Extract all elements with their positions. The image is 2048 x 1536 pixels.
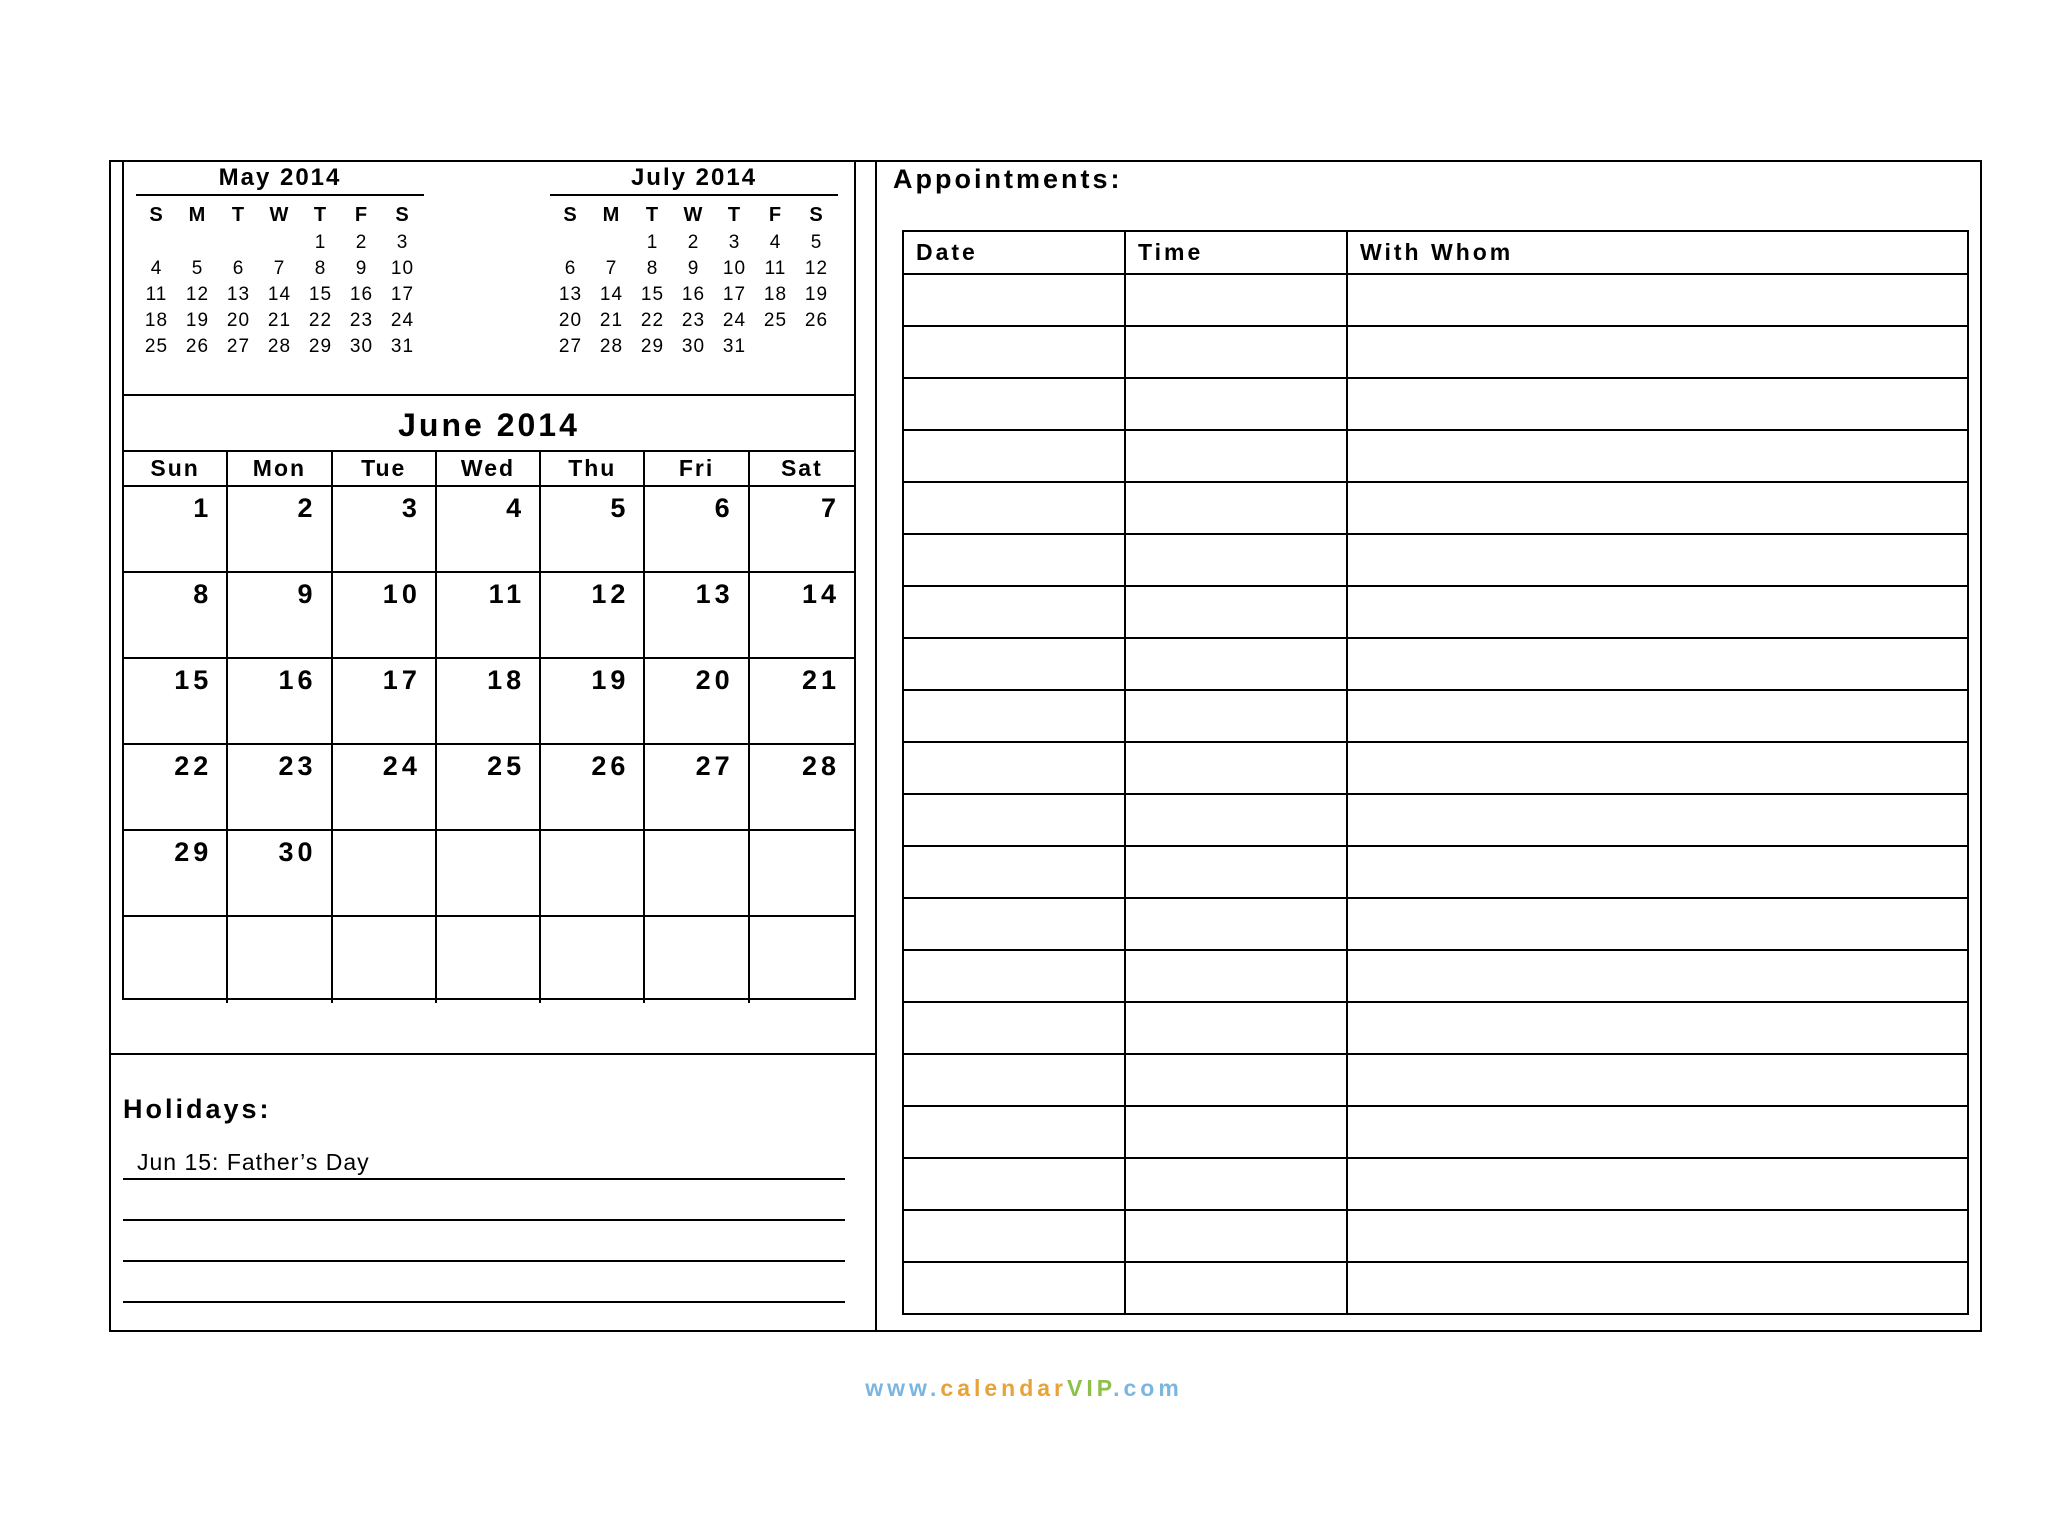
mini-day: [550, 230, 591, 256]
weekday-letter: F: [768, 204, 783, 226]
appointment-row: [903, 742, 1968, 794]
date-cell[interactable]: [903, 638, 1125, 690]
holiday-line: [123, 1219, 845, 1221]
day-cell[interactable]: [541, 917, 645, 1003]
mini-day: [755, 334, 796, 360]
date-cell[interactable]: [903, 794, 1125, 846]
holiday-line: [123, 1301, 845, 1303]
mini-day: 27: [558, 336, 583, 357]
mini-day: 19: [185, 310, 210, 331]
appointment-row: [903, 638, 1968, 690]
mini-day: 27: [226, 336, 251, 357]
weekday-letter: T: [231, 204, 246, 226]
day-cell[interactable]: 8: [124, 573, 228, 659]
appointment-row: [903, 794, 1968, 846]
mini-day: 19: [804, 284, 829, 305]
appointment-row: [903, 378, 1968, 430]
holiday-line: [123, 1260, 845, 1262]
mini-day: 6: [564, 258, 577, 279]
main-month-title: June 2014: [124, 396, 854, 452]
mini-day: 10: [390, 258, 415, 279]
day-cell[interactable]: 21: [750, 659, 854, 745]
weekday-letter: W: [683, 204, 704, 226]
date-cell[interactable]: [903, 586, 1125, 638]
time-cell[interactable]: [1125, 482, 1347, 534]
day-cell[interactable]: 25: [437, 745, 541, 831]
mini-day: 14: [599, 284, 624, 305]
day-cell[interactable]: [333, 917, 437, 1003]
day-cell[interactable]: [124, 917, 228, 1003]
day-cell[interactable]: [750, 831, 854, 917]
with-whom-cell[interactable]: [1347, 378, 1968, 430]
day-cell[interactable]: 16: [228, 659, 332, 745]
day-cell[interactable]: 3: [333, 487, 437, 573]
day-cell[interactable]: 4: [437, 487, 541, 573]
weekday-letter: T: [313, 204, 328, 226]
mini-calendar-may: [136, 162, 424, 360]
mini-day: [136, 230, 177, 256]
date-cell[interactable]: [903, 430, 1125, 482]
time-cell[interactable]: [1125, 742, 1347, 794]
with-whom-cell[interactable]: [1347, 1210, 1968, 1262]
day-grid: [124, 487, 854, 1003]
time-cell[interactable]: [1125, 430, 1347, 482]
with-whom-cell[interactable]: [1347, 586, 1968, 638]
weekday-letter: M: [602, 204, 621, 226]
mini-day: 21: [599, 310, 624, 331]
day-cell[interactable]: 9: [228, 573, 332, 659]
mini-day: 22: [640, 310, 665, 331]
day-cell[interactable]: [541, 831, 645, 917]
with-whom-cell[interactable]: [1347, 742, 1968, 794]
day-cell[interactable]: 19: [541, 659, 645, 745]
mini-day: [591, 230, 632, 256]
with-whom-cell[interactable]: [1347, 898, 1968, 950]
weekday-letter: T: [727, 204, 742, 226]
date-cell[interactable]: [903, 326, 1125, 378]
holiday-entry: Jun 15: Father’s Day: [137, 1149, 370, 1175]
mini-day: 30: [681, 336, 706, 357]
day-cell[interactable]: [645, 831, 749, 917]
date-cell[interactable]: [903, 846, 1125, 898]
date-cell[interactable]: [903, 690, 1125, 742]
mini-day: 7: [605, 258, 618, 279]
time-cell[interactable]: [1125, 794, 1347, 846]
footer-url-name: calendar: [940, 1375, 1068, 1401]
day-cell[interactable]: 23: [228, 745, 332, 831]
appointment-row: [903, 482, 1968, 534]
mini-day: 14: [267, 284, 292, 305]
mini-calendar-title: May 2014: [136, 162, 424, 196]
time-cell[interactable]: [1125, 534, 1347, 586]
weekday-label: Sun: [124, 452, 228, 485]
mini-day: [218, 230, 259, 256]
day-cell[interactable]: 13: [645, 573, 749, 659]
mini-day: 16: [681, 284, 706, 305]
time-cell[interactable]: [1125, 1106, 1347, 1158]
day-cell[interactable]: 20: [645, 659, 749, 745]
mini-day: 13: [558, 284, 583, 305]
appointments-title: Appointments:: [893, 164, 1123, 194]
weekday-header-row: [124, 452, 854, 487]
weekday-label: Thu: [541, 452, 645, 485]
appointment-row: [903, 1158, 1968, 1210]
date-cell[interactable]: [903, 1002, 1125, 1054]
mini-day: 5: [810, 232, 823, 253]
appointment-row: [903, 846, 1968, 898]
mini-day: 18: [144, 310, 169, 331]
time-cell[interactable]: [1125, 1158, 1347, 1210]
day-cell[interactable]: [228, 917, 332, 1003]
appointment-row: [903, 1210, 1968, 1262]
mini-calendar-grid: [550, 200, 838, 360]
weekday-letter: S: [809, 204, 824, 226]
with-whom-cell[interactable]: [1347, 482, 1968, 534]
weekday-letter: W: [269, 204, 290, 226]
time-cell[interactable]: [1125, 586, 1347, 638]
date-cell[interactable]: [903, 1210, 1125, 1262]
holidays-title: Holidays:: [123, 1094, 272, 1124]
mini-day: 26: [804, 310, 829, 331]
day-cell[interactable]: [645, 917, 749, 1003]
time-cell[interactable]: [1125, 326, 1347, 378]
date-cell[interactable]: [903, 378, 1125, 430]
date-cell[interactable]: [903, 950, 1125, 1002]
mini-day: 29: [640, 336, 665, 357]
weekday-label: Fri: [645, 452, 749, 485]
appointment-row: [903, 1002, 1968, 1054]
weekday-letter: T: [645, 204, 660, 226]
day-cell[interactable]: 29: [124, 831, 228, 917]
time-cell[interactable]: [1125, 1262, 1347, 1314]
mini-day: 30: [349, 336, 374, 357]
column-header-with-whom: With Whom: [1347, 231, 1968, 274]
with-whom-cell[interactable]: [1347, 794, 1968, 846]
appointment-row: [903, 898, 1968, 950]
mini-day: [259, 230, 300, 256]
with-whom-cell[interactable]: [1347, 1054, 1968, 1106]
with-whom-cell[interactable]: [1347, 1158, 1968, 1210]
appointment-row: [903, 430, 1968, 482]
weekday-letter: S: [563, 204, 578, 226]
mini-day: 22: [308, 310, 333, 331]
time-cell[interactable]: [1125, 1002, 1347, 1054]
day-cell[interactable]: 28: [750, 745, 854, 831]
mini-day: 17: [722, 284, 747, 305]
date-cell[interactable]: [903, 482, 1125, 534]
weekday-label: Wed: [437, 452, 541, 485]
mini-day: 12: [804, 258, 829, 279]
time-cell[interactable]: [1125, 1054, 1347, 1106]
mini-day: 28: [599, 336, 624, 357]
mini-day: 11: [145, 284, 168, 305]
mini-day: 2: [687, 232, 700, 253]
holidays-divider: [109, 1053, 876, 1055]
day-cell[interactable]: 11: [437, 573, 541, 659]
appointment-row: [903, 274, 1968, 326]
mini-day: 11: [764, 258, 787, 279]
day-cell[interactable]: 14: [750, 573, 854, 659]
appointment-row: [903, 326, 1968, 378]
main-month-calendar: [122, 394, 856, 1000]
date-cell[interactable]: [903, 742, 1125, 794]
mini-day: 23: [349, 310, 374, 331]
day-cell[interactable]: 7: [750, 487, 854, 573]
mini-day: 10: [722, 258, 747, 279]
time-cell[interactable]: [1125, 378, 1347, 430]
with-whom-cell[interactable]: [1347, 638, 1968, 690]
weekday-label: Sat: [780, 455, 823, 481]
mini-day: 9: [355, 258, 368, 279]
date-cell[interactable]: [903, 898, 1125, 950]
day-cell[interactable]: 27: [645, 745, 749, 831]
mini-day: 24: [390, 310, 415, 331]
appointments-table: [902, 230, 1969, 1315]
date-cell[interactable]: [903, 274, 1125, 326]
time-cell[interactable]: [1125, 1210, 1347, 1262]
mini-day: 31: [390, 336, 415, 357]
vertical-divider: [875, 160, 877, 1332]
time-cell[interactable]: [1125, 950, 1347, 1002]
weekday-label: Mon: [228, 452, 332, 485]
mini-day: 31: [722, 336, 747, 357]
column-header-time: Time: [1125, 231, 1347, 274]
holiday-line: [123, 1178, 845, 1180]
day-cell[interactable]: 10: [333, 573, 437, 659]
mini-calendar-title: July 2014: [550, 162, 838, 196]
mini-day: 18: [763, 284, 788, 305]
time-cell[interactable]: [1125, 638, 1347, 690]
date-cell[interactable]: [903, 1158, 1125, 1210]
mini-day: 12: [185, 284, 210, 305]
time-cell[interactable]: [1125, 690, 1347, 742]
day-cell[interactable]: 18: [437, 659, 541, 745]
day-cell[interactable]: 17: [333, 659, 437, 745]
mini-day: 3: [396, 232, 409, 253]
mini-day: 8: [314, 258, 327, 279]
with-whom-cell[interactable]: [1347, 1002, 1968, 1054]
footer-url[interactable]: [0, 1375, 2048, 1402]
footer-url-vip: VIP: [1067, 1375, 1114, 1401]
date-cell[interactable]: [903, 1054, 1125, 1106]
day-cell[interactable]: 30: [228, 831, 332, 917]
time-cell[interactable]: [1125, 274, 1347, 326]
day-cell[interactable]: 5: [541, 487, 645, 573]
appointment-row: [903, 1054, 1968, 1106]
mini-calendar-grid: [136, 200, 424, 360]
appointment-row: [903, 586, 1968, 638]
day-cell[interactable]: 2: [228, 487, 332, 573]
time-cell[interactable]: [1125, 846, 1347, 898]
appointment-row: [903, 690, 1968, 742]
day-cell[interactable]: 26: [541, 745, 645, 831]
mini-day: 28: [267, 336, 292, 357]
mini-day: 25: [763, 310, 788, 331]
mini-day: 15: [308, 284, 333, 305]
with-whom-cell[interactable]: [1347, 430, 1968, 482]
with-whom-cell[interactable]: [1347, 326, 1968, 378]
with-whom-cell[interactable]: [1347, 690, 1968, 742]
footer-url-suffix: .com: [1113, 1375, 1183, 1401]
mini-calendar-july: [550, 162, 838, 360]
mini-day: 17: [390, 284, 415, 305]
time-cell[interactable]: [1125, 898, 1347, 950]
with-whom-cell[interactable]: [1347, 846, 1968, 898]
day-cell[interactable]: 15: [124, 659, 228, 745]
mini-day: 8: [646, 258, 659, 279]
weekday-label: Tue: [333, 452, 437, 485]
day-cell[interactable]: [750, 917, 854, 1003]
mini-day: 7: [273, 258, 286, 279]
mini-day: 13: [226, 284, 251, 305]
weekday-letter: M: [188, 204, 207, 226]
mini-day: 16: [349, 284, 374, 305]
date-cell[interactable]: [903, 1106, 1125, 1158]
with-whom-cell[interactable]: [1347, 274, 1968, 326]
appointment-row: [903, 534, 1968, 586]
mini-day: 3: [728, 232, 741, 253]
mini-day: 5: [191, 258, 204, 279]
mini-day: 6: [232, 258, 245, 279]
mini-day: 23: [681, 310, 706, 331]
day-cell[interactable]: 6: [645, 487, 749, 573]
mini-day: 21: [267, 310, 292, 331]
day-cell[interactable]: 12: [541, 573, 645, 659]
mini-day: [177, 230, 218, 256]
with-whom-cell[interactable]: [1347, 1262, 1968, 1314]
with-whom-cell[interactable]: [1347, 1106, 1968, 1158]
weekday-letter: F: [354, 204, 369, 226]
day-cell[interactable]: [437, 917, 541, 1003]
appointment-row: [903, 1106, 1968, 1158]
mini-day: 24: [722, 310, 747, 331]
weekday-letter: S: [149, 204, 164, 226]
day-cell[interactable]: 1: [124, 487, 228, 573]
mini-day: 1: [646, 232, 659, 253]
with-whom-cell[interactable]: [1347, 534, 1968, 586]
date-cell[interactable]: [903, 534, 1125, 586]
mini-day: 15: [640, 284, 665, 305]
date-cell[interactable]: [903, 1262, 1125, 1314]
footer-url-prefix: www.: [865, 1375, 941, 1401]
mini-day: 1: [314, 232, 327, 253]
mini-day: 25: [144, 336, 169, 357]
mini-day: 2: [355, 232, 368, 253]
with-whom-cell[interactable]: [1347, 950, 1968, 1002]
mini-day: 4: [769, 232, 782, 253]
mini-day: 4: [150, 258, 163, 279]
mini-day: 26: [185, 336, 210, 357]
mini-day: [796, 334, 837, 360]
mini-day: 20: [226, 310, 251, 331]
day-cell[interactable]: [333, 831, 437, 917]
mini-day: 9: [687, 258, 700, 279]
day-cell[interactable]: 22: [124, 745, 228, 831]
mini-day: 20: [558, 310, 583, 331]
day-cell[interactable]: 24: [333, 745, 437, 831]
day-cell[interactable]: [437, 831, 541, 917]
column-header-date: Date: [903, 231, 1125, 274]
weekday-letter: S: [395, 204, 410, 226]
appointment-row: [903, 950, 1968, 1002]
mini-day: 29: [308, 336, 333, 357]
appointment-row: [903, 1262, 1968, 1314]
